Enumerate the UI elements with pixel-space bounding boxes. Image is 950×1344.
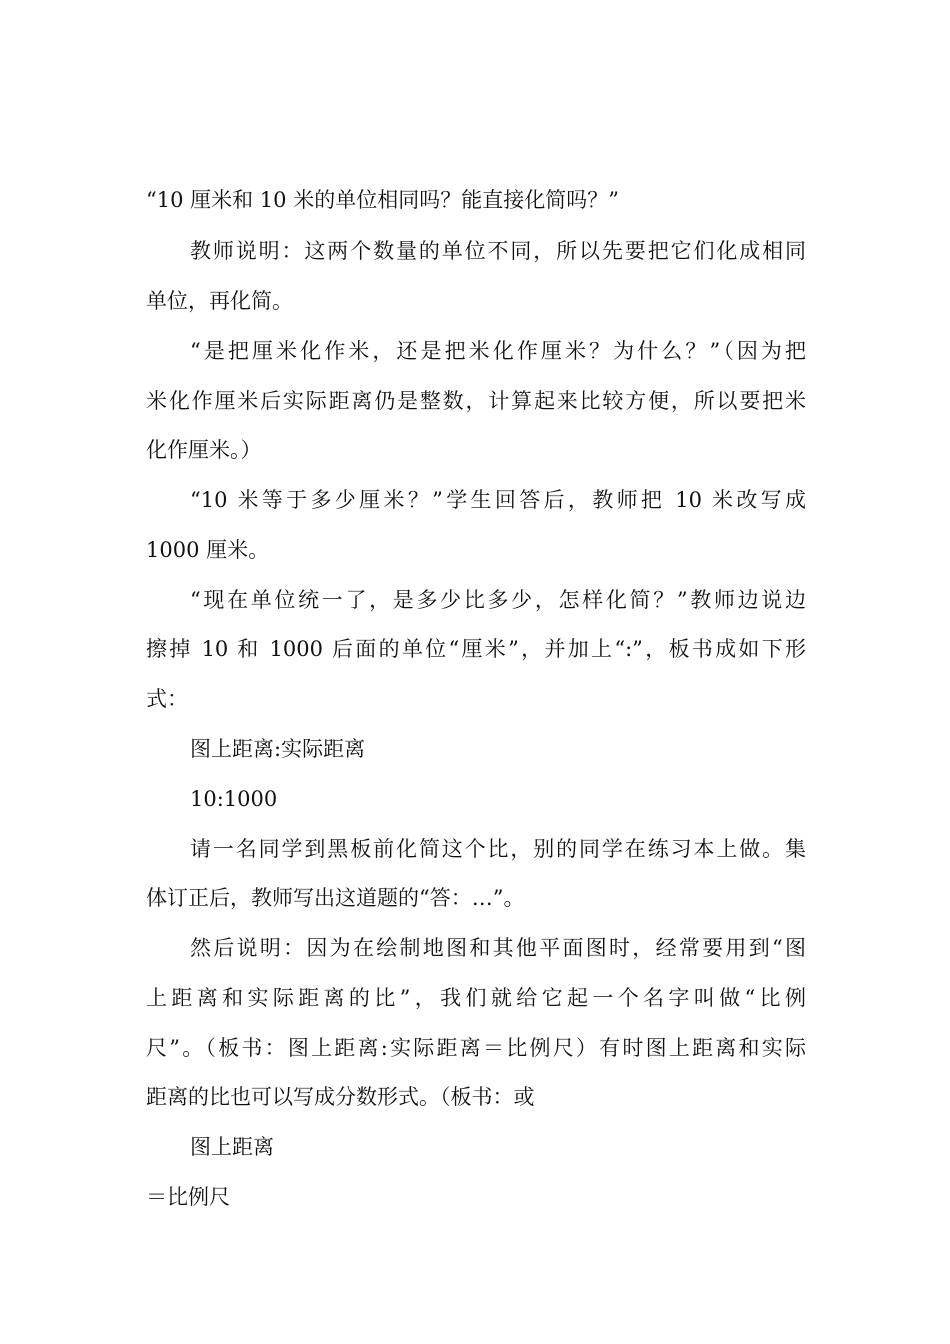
paragraph-line: 化作厘米。） — [146, 438, 262, 462]
paragraph-line: 上距离和实际距离的比”，我们就给它起一个名字叫做“比例 — [146, 986, 806, 1010]
fraction-numerator-line: 图上距离 — [190, 1135, 274, 1159]
paragraph-line: “10 米等于多少厘米？”学生回答后，教师把 10 米改写成 — [190, 488, 806, 512]
paragraph-line: 然后说明：因为在绘制地图和其他平面图时，经常要用到“图 — [190, 936, 806, 960]
paragraph-line: 体订正后，教师写出这道题的“答：…”。 — [146, 886, 525, 910]
fraction-result-line: ＝比例尺 — [146, 1185, 230, 1209]
paragraph-line: 米化作厘米后实际距离仍是整数，计算起来比较方便，所以要把米 — [146, 389, 806, 413]
paragraph-line: “10 厘米和 10 米的单位相同吗？能直接化简吗？” — [146, 188, 619, 212]
board-ratio-line: 10:1000 — [190, 787, 278, 811]
paragraph-line: 1000 厘米。 — [146, 538, 270, 562]
paragraph-line: “现在单位统一了，是多少比多少，怎样化简？”教师边说边 — [190, 588, 806, 612]
paragraph-line: 式： — [146, 687, 188, 711]
paragraph-line: “是把厘米化作米，还是把米化作厘米？为什么？”（因为把 — [190, 339, 806, 363]
paragraph-line: 单位，再化简。 — [146, 289, 293, 313]
paragraph-line: 擦掉 10 和 1000 后面的单位“厘米”，并加上“:”，板书成如下形 — [146, 637, 806, 661]
paragraph-line: 请一名同学到黑板前化简这个比，别的同学在练习本上做。集 — [190, 837, 806, 861]
paragraph-line: 距离的比也可以写成分数形式。（板书：或 — [146, 1085, 535, 1109]
paragraph-line: 教师说明：这两个数量的单位不同，所以先要把它们化成相同 — [190, 239, 806, 263]
board-formula-line: 图上距离:实际距离 — [190, 737, 366, 761]
paragraph-line: 尺”。（板书：图上距离:实际距离＝比例尺）有时图上距离和实际 — [146, 1036, 806, 1060]
